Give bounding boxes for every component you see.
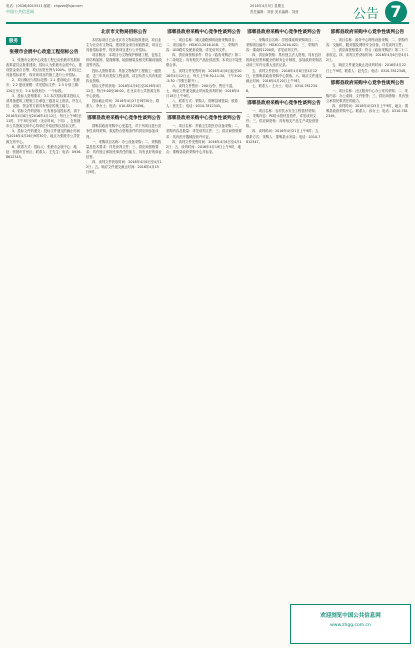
issue-date: 2016年4月5日 星期五 bbox=[250, 4, 285, 8]
article-title: 邯郸县政府采购中心竞争性谈判公告 bbox=[330, 30, 405, 35]
column-4 bbox=[246, 27, 322, 639]
article-divider bbox=[246, 97, 322, 98]
page-number: 7 bbox=[385, 1, 407, 23]
article-divider bbox=[86, 112, 162, 113]
article-paragraph: 四、谈判文件发售时间：2016年4月6日至4月12日；五、谈判时间：2016年4月19日上午9时，地点：邯郸县政府采购中心开标室。 bbox=[166, 139, 242, 154]
paper-name: 中国公共信息网 bbox=[6, 9, 34, 14]
article-title: 邯郸县政府采购中心竞争性谈判公告 bbox=[247, 30, 321, 35]
article-title: 邯郸县政府采购中心竞争性谈判公告 bbox=[87, 116, 161, 122]
article-title: 邯郸县政府采购中心竞争性谈判公告 bbox=[247, 101, 321, 107]
article-paragraph: 五、谈判文件获取：2016年4月6日至4月12日，在邯郸县政府采购中心领取。六、响应文件递交截止时间：2016年4月20日上午9时。 bbox=[246, 68, 322, 83]
article-paragraph: 投标截止时间：2016年4月27日9时30分。联系人：李女士；电话：010-85123456。 bbox=[86, 99, 160, 109]
article-paragraph: 本招标项目已由北京市文物局批准建设，项目业主为北京市文物局，建设资金来自财政拨款，项目已具备招标条件，现对该项目进行公开招标。 bbox=[86, 38, 162, 53]
editors: 责任编辑：刘营 美术编辑：刘营 bbox=[250, 10, 299, 14]
article-paragraph: 一、项目名称：政务中心网络设备采购；二、采购内容：交换机、服务器及网络安全设备，详见谈判文件。 bbox=[326, 38, 408, 48]
article-title: 邯郸县政府采购中心竞争性谈判公告 bbox=[167, 30, 241, 35]
article-paragraph: 四、谈判时间：2016年4月25日上午9时，地点：邯郸县政府采购中心。联系人：孙女士；电话：0310-7812349。 bbox=[326, 103, 409, 119]
article-divider bbox=[326, 77, 409, 78]
header-contact: 电话：(0436)6010511 邮箱：chgzzb@sjw.com bbox=[6, 4, 83, 8]
article-paragraph: 四、谈判时间：2016年4月21日上午9时；五、联系方式：采购人：邯郸县水务局；电话：0310-7812347。 bbox=[246, 129, 322, 144]
header-rule bbox=[6, 22, 409, 24]
article-paragraph: 一、项目名称：农村饮水安全工程管材采购；二、采购内容：PE给水管材及管件，详见谈判文件；三、供应商资格：具有相关产品生产或经营资格。 bbox=[246, 109, 319, 129]
article-paragraph: 八、联系方式：采购人：邯郸县城管局；联系人：张先生；电话：0310-7812345。 bbox=[166, 99, 238, 109]
column-1 bbox=[6, 27, 82, 639]
article-paragraph: 一、采购项目名称：学校课桌椅采购项目；二、采购项目编号：HDXCG-2016-021；三、采购内容：课桌椅1200套，详见谈判文件。 bbox=[246, 38, 322, 53]
article-paragraph: 四、供应商资格条件：符合《政府采购法》第二十二条规定；具有相关产品经营范围；本项目不接受联合体。 bbox=[166, 53, 242, 68]
ad-url[interactable]: www.zhgg.com.cn bbox=[330, 623, 371, 628]
article-paragraph: 四、谈判文件获取时间：2016年4月6日至4月12日；五、响应文件递交截止时间：2016年4月15日9时。 bbox=[86, 159, 162, 175]
column-2 bbox=[86, 27, 162, 639]
article-paragraph: 招标文件的获取：2016年4月6日至2016年4月12日，每日9:00至16:00，在北京市公共资源交易中心获取。 bbox=[86, 83, 162, 99]
article-paragraph: 1、张掖市会展中心改造工程已由张掖市发展和改革委员会批准建设，招标人为张掖市会展中心，建设资金来自自筹，项目出资比例为100%。该项目已具备招标条件，现对该项目的施工进行公开招标。 bbox=[6, 58, 82, 78]
article-paragraph: 一、采购项目名称：办公设备采购；二、采购数量及技术要求：详见谈判文件；三、供应商资格要求：具有独立承担民事责任的能力，具有良好的商业信誉。 bbox=[86, 139, 162, 159]
section-banner: 服务 bbox=[6, 37, 21, 45]
article-paragraph: 投标人资格要求：具备文物保护工程施工一级资质，近三年具有类似工程业绩，项目负责人具有相应执业资格。 bbox=[86, 68, 162, 83]
article-title: 张掖市会展中心改造工程招标公告 bbox=[9, 50, 79, 55]
article-paragraph: 一、项目名称：社区服务中心办公家具采购；二、采购内容：办公桌椅、文件柜等；三、供应商资格：具有独立承担民事责任的能力。 bbox=[326, 88, 409, 103]
article-paragraph: 3、投标人资格要求：3.1 本次招标要求投标人须具备建筑工程施工总承包三级及以上资质，并在人员、设备、资金等方面具有相应的施工能力。 bbox=[6, 93, 82, 108]
article-paragraph: 2、项目概况与招标范围：2.1 建设地点：张掖市；2.2 建设规模：详见招标文件；2.3 计划工期：120日历天；2.4 标段划分：一个标段。 bbox=[6, 78, 82, 93]
column-3 bbox=[166, 27, 242, 639]
article-paragraph: 五、响应文件递交截止及谈判时间：2016年4月22日上午9时。联系人：赵先生；电话：0310-7812348。 bbox=[326, 63, 409, 73]
article-paragraph: 邯郸县政府采购中心受委托，对下列项目进行竞争性谈判采购，欢迎符合资格条件的供应商参加谈判。 bbox=[86, 124, 162, 139]
article-title: 北京市文物局招标公告 bbox=[101, 30, 147, 35]
article-paragraph: 七、联系人：王女士；电话：0310-7812346。 bbox=[246, 83, 318, 93]
article-paragraph: 4、招标文件的获取：凡有意参加投标者，请于2016年4月6日至2016年4月12日，每日上午9时至11时，下午3时至5时（北京时间，下同），在张掖市公共资源交易中心持单位介绍信购买招标文件。 bbox=[6, 108, 82, 129]
article-paragraph: 五、谈判文件发售时间：2016年4月6日起至2016年4月12日止，每天上午8:30-11:30，下午3:00-5:30（节假日除外）。 bbox=[166, 68, 242, 83]
article-title: 邯郸县政府采购中心竞争性谈判公告 bbox=[330, 80, 405, 86]
article-paragraph: 一、项目名称：城区道路照明设备采购项目；二、项目编号：HDXCG-2016-018；三、采购内容：LED路灯及配套设施，详见谈判文件。 bbox=[166, 38, 238, 53]
article-paragraph: 一、项目名称：乡镇卫生院医疗设备采购；二、采购内容及数量：详见谈判文件；三、供应商资格要求：具有医疗器械经营许可证。 bbox=[166, 124, 242, 139]
article-paragraph: 6、联系方式：招标人：张掖市会展中心；地址：张掖市甘州区；联系人：王先生；电话：0936-8612345。 bbox=[6, 144, 82, 159]
article-paragraph: 六、谈判文件售价：200元/份，售后不退。七、响应文件递交截止时间及谈判时间：2016年4月18日上午9时。 bbox=[166, 83, 240, 99]
article-paragraph: 项目概况：本项目为文物保护修缮工程，包括主体结构加固、屋面修缮、地面铺装及相关附属设施改造等内容。 bbox=[86, 53, 162, 68]
article-paragraph: 三、供应商资格要求：符合《政府采购法》第二十二条规定。四、谈判文件获取时间：2016年4月6日至4月12日。 bbox=[326, 48, 409, 63]
column-5 bbox=[326, 27, 409, 599]
article-divider bbox=[166, 112, 242, 113]
section-label: 公告 bbox=[352, 7, 379, 22]
ad-title: 欢迎浏览中国公共信息网 bbox=[320, 613, 381, 619]
article-paragraph: 5、投标文件的递交：投标文件递交的截止时间为2016年4月26日9时30分，地点为张掖市公共资源交易中心。 bbox=[6, 129, 81, 144]
article-title: 邯郸县政府采购中心竞争性谈判公告 bbox=[167, 116, 241, 122]
article-paragraph: 四、供应商资格：具有独立法人资格，具有良好的商业信誉和健全的财务会计制度，参加政府采购活动前三年内无重大违法记录。 bbox=[246, 53, 322, 68]
website-ad[interactable] bbox=[290, 604, 411, 644]
